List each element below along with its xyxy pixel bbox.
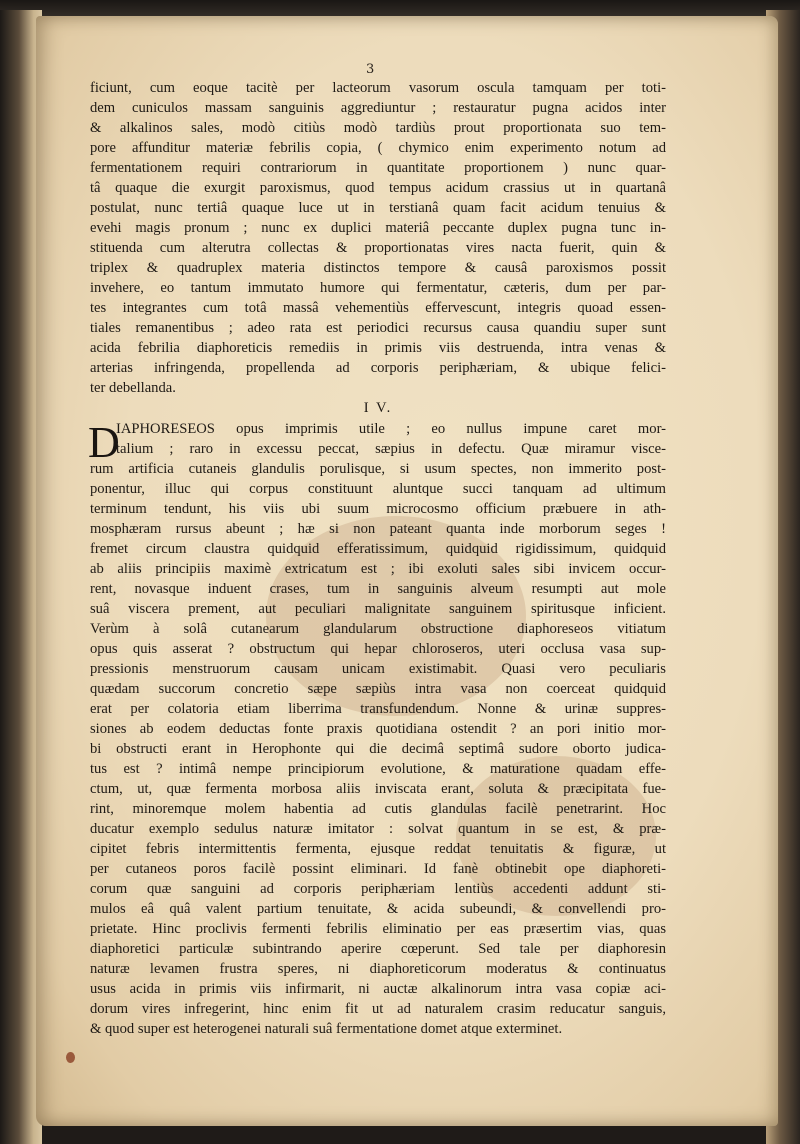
text-line: terminum tendunt, his viis ubi suum microcosmo officium præbuere in ath- (90, 501, 666, 517)
continued-paragraph (90, 78, 666, 398)
text-line: ducatur exemplo sedulus naturæ imitator : solvat quantum in se est, & præ- (90, 821, 666, 837)
text-line: fremet circum claustra quidquid efferatissimum, quidquid rigidissimum, quidquid (90, 541, 666, 557)
section-first-line-text: IAPHORESEOS opus imprimis utile ; eo nullus impune caret mor- (116, 421, 666, 437)
text-line: postulat, nunc tertiâ quaque luce ut in terstianâ quam facit acidum tenuius & (90, 200, 666, 216)
text-line: suâ viscera prement, aut peculiari malignitate sanguinem spiritusque inficient. (90, 601, 666, 617)
text-line: ter debellanda. (90, 380, 176, 396)
text-line: acida febrilia diaphoreticis remediis in primis viis destruenda, intra venas & (90, 340, 666, 356)
text-line: ctum, ut, quæ fermenta morbosa aliis inviscata erant, soluta & præcipitata fue- (90, 781, 666, 797)
text-line: arterias infringenda, propellenda ad corporis periphæriam, & ubique felici- (90, 360, 666, 376)
text-line: cipitet febris intermittentis fermenta, ejusque reddat tenuitatis & figuræ, ut (90, 841, 666, 857)
text-line: naturæ levamen frustra speres, ni diaphoreticorum moderatus & continuatus (90, 961, 666, 977)
text-line: bi obstructi erant in Herophonte qui die decimâ septimâ sudore oborto judica- (90, 741, 666, 757)
page-text (90, 78, 666, 1039)
drop-cap-letter: D (88, 418, 120, 467)
text-line: rum artificia cutaneis glandulis porulisque, si usum spectes, non immerito post- (90, 461, 666, 477)
text-line: mulos eâ quâ valent partium tenuitate, & acida subeundi, & convellendi pro- (90, 901, 666, 917)
text-line: invehere, eo tantum immutato humore qui fermentatur, cæteris, dum per par- (90, 280, 666, 296)
text-line: triplex & quadruplex materia distinctos tempore & causâ paroxismos possit (90, 260, 666, 276)
ink-spot (66, 1052, 75, 1063)
page-number: 3 (366, 62, 375, 77)
text-line: tâ quaque die exurgit paroxismus, quod tempus acidum crassius ut in quartanâ (90, 180, 666, 196)
text-line: tus est ? intimâ nempe principiorum evolutione, & maturatione quadam effe- (90, 761, 666, 777)
text-line: rint, minoremque molem habentia ad cutis glandulas facilè penetrarint. Hoc (90, 801, 666, 817)
section-paragraph (90, 459, 666, 1039)
text-line: prietate. Hinc proclivis fermenti febrilis eliminatio per eas præsertim vias, quas (90, 921, 666, 937)
text-line: mosphæram rursus abeunt ; hæ si non pateant quanta inde morborum seges ! (90, 521, 666, 537)
text-line: tiales remanentibus ; adeo rata est periodici recursus causa quandiu super sunt (90, 320, 666, 336)
text-line: per cutaneos poros facilè possint eliminari. Id fanè obtinebit ope diaphoreti- (90, 861, 666, 877)
text-line: dem cuniculos massam sanguinis aggrediuntur ; restauratur pugna acidos inter (90, 100, 666, 116)
text-line: quædam succorum concretio sæpe sæpiùs intra vasa non coerceat quidquid (90, 681, 666, 697)
text-line: diaphoretici particulæ subintrando aperire cœperunt. Sed tale per diaphoresin (90, 941, 666, 957)
text-line: & alkalinos sales, modò citiùs modò tardiùs prout proportionata suo tem- (90, 120, 666, 136)
text-line: rent, novasque induent crases, tum in sanguinis alveum resumpti aut mole (90, 581, 666, 597)
text-line: ab aliis principiis maximè extricatum est ; ibi exoluti sales sibi invicem occur- (90, 561, 666, 577)
section-heading: I V. (363, 400, 393, 416)
text-line: pore affunditur materiæ febrilis copia, ( chymico enim experimento notum ad (90, 140, 666, 156)
text-line: ficiunt, cum eoque tacitè per lacteorum vasorum oscula tamquam per toti- (90, 80, 666, 96)
text-line: stituenda cum alterutra collectas & proportionatas vires nacta fuerit, quin & (90, 240, 666, 256)
text-line: corum quæ sanguini ad corporis periphæriam lentiùs accedenti addunt sti- (90, 881, 666, 897)
text-line: fermentationem requiri contrariorum in quantitate proportionem ) nunc quar- (90, 160, 666, 176)
section-second-line: talium ; raro in excessu peccat, sæpius in defectu. Quæ miramur visce- (116, 441, 666, 457)
text-line: evehi magis pronum ; nunc ex duplici materiâ peccante duplex pugna tunc in- (90, 220, 666, 236)
text-line: ponentur, illuc qui corpus constituunt aluntque succi tanquam ad ultimum (90, 481, 666, 497)
text-line: tes integrantes cum totâ massâ vehementiùs effervescunt, integris quoad essen- (90, 300, 666, 316)
text-line: erat per colatoria etiam liberrima transfundendum. Nonne & urinæ suppres- (90, 701, 666, 717)
text-line: opus quis asserat ? obstructum qui hepar chloroseros, uteri occlusa vasa sup- (90, 641, 666, 657)
text-line: dorum vires infregerint, hinc enim fit ut ad naturalem crasim reducatur sanguis, (90, 1001, 666, 1017)
text-line: siones ab eodem deductas fonte praxis quotidiana ostendit ? an pori initio mor- (90, 721, 666, 737)
text-line: pressionis menstruorum causam unicam existimabit. Quasi vero peculiaris (90, 661, 666, 677)
text-line: Verùm à solâ cutanearum glandularum obstructione diaphoreseos vitiatum (90, 621, 666, 637)
text-line: usus acida in primis viis infirmarit, ni auctæ alkalinorum intra vasa copiæ aci- (90, 981, 666, 997)
text-line: & quod super est heterogenei naturali suâ fermentatione domet atque exterminet. (90, 1021, 563, 1037)
